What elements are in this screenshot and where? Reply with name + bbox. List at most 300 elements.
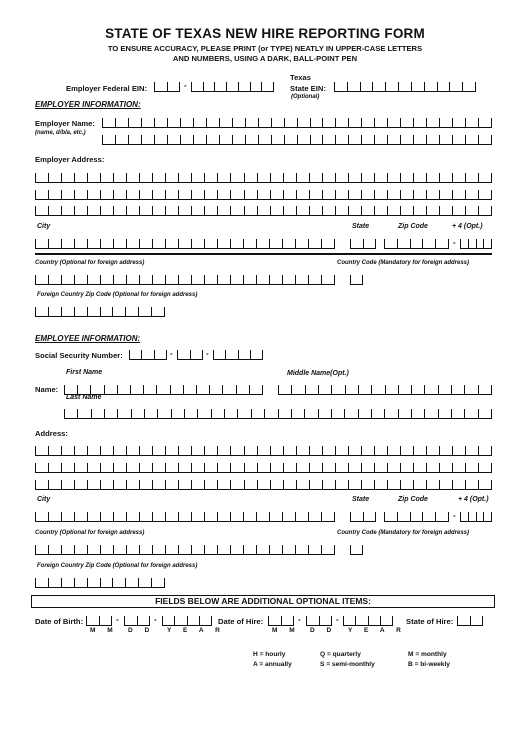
doh-month-field[interactable] — [268, 616, 294, 626]
character-box[interactable] — [268, 616, 281, 626]
character-box[interactable] — [400, 206, 413, 216]
character-box[interactable] — [165, 463, 178, 473]
character-box[interactable] — [87, 307, 100, 317]
character-box[interactable] — [113, 190, 126, 200]
character-box[interactable] — [143, 385, 156, 395]
character-box[interactable] — [190, 350, 204, 360]
character-box[interactable] — [35, 173, 48, 183]
character-box[interactable] — [385, 385, 398, 395]
character-box[interactable] — [462, 82, 476, 92]
character-box[interactable] — [139, 173, 152, 183]
character-box[interactable] — [309, 480, 322, 490]
character-box[interactable] — [400, 463, 413, 473]
character-box[interactable] — [35, 512, 48, 522]
character-box[interactable] — [126, 239, 139, 249]
character-box[interactable] — [308, 512, 321, 522]
character-box[interactable] — [257, 190, 270, 200]
character-box[interactable] — [124, 616, 137, 626]
character-box[interactable] — [410, 512, 423, 522]
character-box[interactable] — [271, 135, 284, 145]
character-box[interactable] — [468, 512, 476, 522]
character-box[interactable] — [141, 350, 153, 360]
character-box[interactable] — [284, 135, 297, 145]
character-box[interactable] — [151, 578, 165, 588]
character-box[interactable] — [35, 446, 48, 456]
character-box[interactable] — [152, 545, 165, 555]
character-box[interactable] — [243, 239, 256, 249]
character-box[interactable] — [48, 206, 61, 216]
character-box[interactable] — [165, 512, 178, 522]
character-box[interactable] — [355, 616, 367, 626]
character-box[interactable] — [113, 545, 126, 555]
character-box[interactable] — [348, 135, 361, 145]
character-box[interactable] — [244, 463, 257, 473]
character-box[interactable] — [283, 480, 296, 490]
character-box[interactable] — [321, 239, 335, 249]
character-box[interactable] — [178, 206, 191, 216]
character-box[interactable] — [217, 275, 230, 285]
character-box[interactable] — [397, 512, 410, 522]
character-box[interactable] — [152, 190, 165, 200]
character-box[interactable] — [197, 409, 210, 419]
character-box[interactable] — [270, 463, 283, 473]
character-box[interactable] — [178, 480, 191, 490]
character-box[interactable] — [335, 463, 348, 473]
character-box[interactable] — [232, 118, 245, 128]
character-box[interactable] — [157, 409, 170, 419]
character-box[interactable] — [61, 173, 74, 183]
character-box[interactable] — [230, 480, 243, 490]
character-box[interactable] — [144, 409, 157, 419]
character-box[interactable] — [343, 616, 355, 626]
character-box[interactable] — [204, 480, 217, 490]
character-box[interactable] — [413, 118, 426, 128]
character-box[interactable] — [322, 463, 335, 473]
employer-foreign-zip-field[interactable] — [35, 307, 165, 317]
federal-ein-prefix-field[interactable] — [154, 82, 180, 92]
character-box[interactable] — [426, 118, 439, 128]
character-box[interactable] — [219, 118, 232, 128]
character-box[interactable] — [191, 512, 204, 522]
character-box[interactable] — [113, 239, 126, 249]
character-box[interactable] — [152, 173, 165, 183]
character-box[interactable] — [334, 82, 347, 92]
character-box[interactable] — [322, 190, 335, 200]
character-box[interactable] — [347, 82, 360, 92]
character-box[interactable] — [424, 385, 437, 395]
character-box[interactable] — [309, 190, 322, 200]
character-box[interactable] — [250, 350, 263, 360]
character-box[interactable] — [165, 275, 178, 285]
employee-zip-field[interactable] — [384, 512, 449, 522]
character-box[interactable] — [271, 118, 284, 128]
character-box[interactable] — [165, 446, 178, 456]
character-box[interactable] — [348, 446, 361, 456]
character-box[interactable] — [35, 545, 48, 555]
character-box[interactable] — [139, 275, 152, 285]
character-box[interactable] — [177, 350, 190, 360]
character-box[interactable] — [167, 118, 180, 128]
character-box[interactable] — [35, 206, 48, 216]
character-box[interactable] — [439, 135, 452, 145]
character-box[interactable] — [380, 616, 393, 626]
character-box[interactable] — [335, 206, 348, 216]
character-box[interactable] — [413, 190, 426, 200]
character-box[interactable] — [217, 446, 230, 456]
character-box[interactable] — [438, 385, 451, 395]
character-box[interactable] — [165, 480, 178, 490]
character-box[interactable] — [138, 307, 151, 317]
character-box[interactable] — [296, 463, 309, 473]
character-box[interactable] — [139, 206, 152, 216]
character-box[interactable] — [348, 206, 361, 216]
character-box[interactable] — [238, 350, 250, 360]
character-box[interactable] — [126, 463, 139, 473]
character-box[interactable] — [193, 118, 206, 128]
character-box[interactable] — [304, 409, 317, 419]
character-box[interactable] — [387, 118, 400, 128]
character-box[interactable] — [204, 206, 217, 216]
employer-address-line-2[interactable] — [35, 190, 492, 200]
character-box[interactable] — [35, 239, 48, 249]
character-box[interactable] — [283, 173, 296, 183]
character-box[interactable] — [87, 578, 100, 588]
character-box[interactable] — [269, 239, 282, 249]
character-box[interactable] — [464, 409, 477, 419]
character-box[interactable] — [350, 239, 363, 249]
character-box[interactable] — [191, 239, 204, 249]
character-box[interactable] — [230, 206, 243, 216]
character-box[interactable] — [61, 480, 74, 490]
character-box[interactable] — [305, 385, 318, 395]
character-box[interactable] — [35, 480, 48, 490]
character-box[interactable] — [270, 480, 283, 490]
character-box[interactable] — [251, 409, 264, 419]
character-box[interactable] — [74, 275, 87, 285]
character-box[interactable] — [199, 616, 212, 626]
character-box[interactable] — [295, 239, 308, 249]
character-box[interactable] — [87, 512, 100, 522]
character-box[interactable] — [371, 409, 384, 419]
character-box[interactable] — [358, 385, 371, 395]
character-box[interactable] — [438, 409, 451, 419]
character-box[interactable] — [374, 190, 387, 200]
character-box[interactable] — [244, 190, 257, 200]
character-box[interactable] — [256, 545, 269, 555]
character-box[interactable] — [297, 118, 310, 128]
character-box[interactable] — [230, 463, 243, 473]
character-box[interactable] — [230, 512, 243, 522]
character-box[interactable] — [468, 239, 476, 249]
character-box[interactable] — [178, 275, 191, 285]
character-box[interactable] — [126, 190, 139, 200]
character-box[interactable] — [478, 480, 492, 490]
character-box[interactable] — [449, 82, 462, 92]
character-box[interactable] — [470, 616, 484, 626]
character-box[interactable] — [465, 190, 478, 200]
character-box[interactable] — [306, 616, 319, 626]
character-box[interactable] — [256, 512, 269, 522]
character-box[interactable] — [457, 616, 470, 626]
character-box[interactable] — [309, 206, 322, 216]
character-box[interactable] — [264, 409, 277, 419]
character-box[interactable] — [167, 135, 180, 145]
character-box[interactable] — [151, 307, 165, 317]
character-box[interactable] — [387, 135, 400, 145]
character-box[interactable] — [204, 173, 217, 183]
character-box[interactable] — [296, 446, 309, 456]
character-box[interactable] — [295, 275, 308, 285]
character-box[interactable] — [178, 239, 191, 249]
dob-day-field[interactable] — [124, 616, 150, 626]
character-box[interactable] — [35, 578, 48, 588]
character-box[interactable] — [309, 463, 322, 473]
character-box[interactable] — [61, 545, 74, 555]
character-box[interactable] — [217, 512, 230, 522]
character-box[interactable] — [48, 512, 61, 522]
character-box[interactable] — [465, 446, 478, 456]
character-box[interactable] — [283, 446, 296, 456]
character-box[interactable] — [100, 307, 113, 317]
character-box[interactable] — [99, 616, 113, 626]
character-box[interactable] — [400, 480, 413, 490]
dob-month-field[interactable] — [86, 616, 112, 626]
character-box[interactable] — [87, 190, 100, 200]
character-box[interactable] — [310, 135, 323, 145]
character-box[interactable] — [322, 206, 335, 216]
character-box[interactable] — [35, 307, 48, 317]
character-box[interactable] — [165, 206, 178, 216]
character-box[interactable] — [102, 135, 115, 145]
character-box[interactable] — [171, 409, 184, 419]
character-box[interactable] — [35, 463, 48, 473]
character-box[interactable] — [219, 135, 232, 145]
character-box[interactable] — [374, 173, 387, 183]
employee-address-line-1[interactable] — [35, 446, 492, 456]
character-box[interactable] — [87, 446, 100, 456]
character-box[interactable] — [206, 135, 219, 145]
character-box[interactable] — [368, 616, 380, 626]
character-box[interactable] — [257, 463, 270, 473]
character-box[interactable] — [282, 512, 295, 522]
character-box[interactable] — [238, 82, 250, 92]
character-box[interactable] — [258, 135, 271, 145]
character-box[interactable] — [104, 385, 117, 395]
character-box[interactable] — [167, 82, 181, 92]
character-box[interactable] — [322, 446, 335, 456]
character-box[interactable] — [439, 118, 452, 128]
character-box[interactable] — [244, 173, 257, 183]
character-box[interactable] — [256, 275, 269, 285]
character-box[interactable] — [48, 463, 61, 473]
character-box[interactable] — [154, 82, 167, 92]
character-box[interactable] — [335, 173, 348, 183]
character-box[interactable] — [214, 82, 226, 92]
character-box[interactable] — [296, 480, 309, 490]
character-box[interactable] — [358, 409, 371, 419]
character-box[interactable] — [152, 275, 165, 285]
character-box[interactable] — [374, 135, 387, 145]
character-box[interactable] — [250, 82, 262, 92]
character-box[interactable] — [387, 480, 400, 490]
employer-zip-field[interactable] — [384, 239, 449, 249]
character-box[interactable] — [113, 512, 126, 522]
character-box[interactable] — [452, 206, 465, 216]
character-box[interactable] — [112, 307, 125, 317]
employee-address-line-2[interactable] — [35, 463, 492, 473]
character-box[interactable] — [374, 463, 387, 473]
character-box[interactable] — [100, 446, 113, 456]
character-box[interactable] — [256, 239, 269, 249]
character-box[interactable] — [387, 446, 400, 456]
character-box[interactable] — [400, 173, 413, 183]
character-box[interactable] — [100, 190, 113, 200]
character-box[interactable] — [465, 463, 478, 473]
character-box[interactable] — [476, 512, 484, 522]
character-box[interactable] — [413, 480, 426, 490]
character-box[interactable] — [48, 275, 61, 285]
character-box[interactable] — [191, 463, 204, 473]
character-box[interactable] — [439, 463, 452, 473]
character-box[interactable] — [125, 307, 138, 317]
character-box[interactable] — [410, 239, 423, 249]
doh-day-field[interactable] — [306, 616, 332, 626]
character-box[interactable] — [191, 173, 204, 183]
character-box[interactable] — [113, 173, 126, 183]
character-box[interactable] — [322, 173, 335, 183]
character-box[interactable] — [437, 82, 450, 92]
character-box[interactable] — [217, 206, 230, 216]
employee-country-code-field[interactable] — [350, 545, 363, 555]
character-box[interactable] — [61, 446, 74, 456]
character-box[interactable] — [187, 616, 199, 626]
character-box[interactable] — [384, 239, 397, 249]
character-box[interactable] — [360, 82, 373, 92]
character-box[interactable] — [204, 463, 217, 473]
character-box[interactable] — [439, 446, 452, 456]
character-box[interactable] — [322, 480, 335, 490]
character-box[interactable] — [309, 446, 322, 456]
character-box[interactable] — [48, 545, 61, 555]
character-box[interactable] — [309, 173, 322, 183]
character-box[interactable] — [128, 135, 141, 145]
character-box[interactable] — [230, 545, 243, 555]
character-box[interactable] — [308, 239, 321, 249]
character-box[interactable] — [295, 545, 308, 555]
character-box[interactable] — [203, 82, 215, 92]
character-box[interactable] — [139, 446, 152, 456]
character-box[interactable] — [204, 545, 217, 555]
character-box[interactable] — [348, 480, 361, 490]
character-box[interactable] — [48, 480, 61, 490]
character-box[interactable] — [413, 173, 426, 183]
character-box[interactable] — [117, 385, 130, 395]
character-box[interactable] — [48, 578, 61, 588]
character-box[interactable] — [193, 135, 206, 145]
character-box[interactable] — [374, 446, 387, 456]
character-box[interactable] — [387, 190, 400, 200]
character-box[interactable] — [180, 135, 193, 145]
character-box[interactable] — [87, 545, 100, 555]
character-box[interactable] — [74, 463, 87, 473]
character-box[interactable] — [452, 190, 465, 200]
character-box[interactable] — [184, 409, 197, 419]
character-box[interactable] — [139, 480, 152, 490]
character-box[interactable] — [460, 512, 468, 522]
character-box[interactable] — [115, 118, 128, 128]
character-box[interactable] — [236, 385, 249, 395]
character-box[interactable] — [225, 350, 237, 360]
character-box[interactable] — [270, 206, 283, 216]
character-box[interactable] — [183, 385, 196, 395]
character-box[interactable] — [278, 409, 291, 419]
character-box[interactable] — [100, 239, 113, 249]
character-box[interactable] — [361, 173, 374, 183]
character-box[interactable] — [152, 512, 165, 522]
character-box[interactable] — [152, 446, 165, 456]
character-box[interactable] — [413, 463, 426, 473]
character-box[interactable] — [126, 173, 139, 183]
character-box[interactable] — [426, 190, 439, 200]
character-box[interactable] — [48, 307, 61, 317]
character-box[interactable] — [478, 446, 492, 456]
character-box[interactable] — [335, 446, 348, 456]
character-box[interactable] — [156, 385, 169, 395]
character-box[interactable] — [196, 385, 209, 395]
character-box[interactable] — [361, 463, 374, 473]
character-box[interactable] — [308, 545, 321, 555]
character-box[interactable] — [87, 275, 100, 285]
character-box[interactable] — [191, 480, 204, 490]
character-box[interactable] — [237, 409, 250, 419]
ssn-area-field[interactable] — [129, 350, 167, 360]
character-box[interactable] — [191, 275, 204, 285]
character-box[interactable] — [204, 239, 217, 249]
character-box[interactable] — [230, 173, 243, 183]
character-box[interactable] — [361, 135, 374, 145]
character-box[interactable] — [178, 446, 191, 456]
character-box[interactable] — [452, 463, 465, 473]
character-box[interactable] — [374, 118, 387, 128]
character-box[interactable] — [476, 239, 484, 249]
character-box[interactable] — [61, 239, 74, 249]
character-box[interactable] — [35, 190, 48, 200]
character-box[interactable] — [451, 385, 464, 395]
character-box[interactable] — [74, 239, 87, 249]
character-box[interactable] — [384, 512, 397, 522]
character-box[interactable] — [137, 616, 151, 626]
character-box[interactable] — [465, 206, 478, 216]
character-box[interactable] — [74, 206, 87, 216]
character-box[interactable] — [439, 206, 452, 216]
character-box[interactable] — [426, 206, 439, 216]
character-box[interactable] — [152, 480, 165, 490]
character-box[interactable] — [178, 512, 191, 522]
character-box[interactable] — [61, 512, 74, 522]
character-box[interactable] — [400, 118, 413, 128]
character-box[interactable] — [180, 118, 193, 128]
character-box[interactable] — [130, 385, 143, 395]
character-box[interactable] — [102, 118, 115, 128]
character-box[interactable] — [282, 275, 295, 285]
character-box[interactable] — [243, 545, 256, 555]
character-box[interactable] — [224, 409, 237, 419]
employer-name-field-2[interactable] — [102, 135, 492, 145]
ssn-group-field[interactable] — [177, 350, 203, 360]
character-box[interactable] — [226, 82, 238, 92]
character-box[interactable] — [243, 512, 256, 522]
employer-country-code-field[interactable] — [350, 275, 363, 285]
